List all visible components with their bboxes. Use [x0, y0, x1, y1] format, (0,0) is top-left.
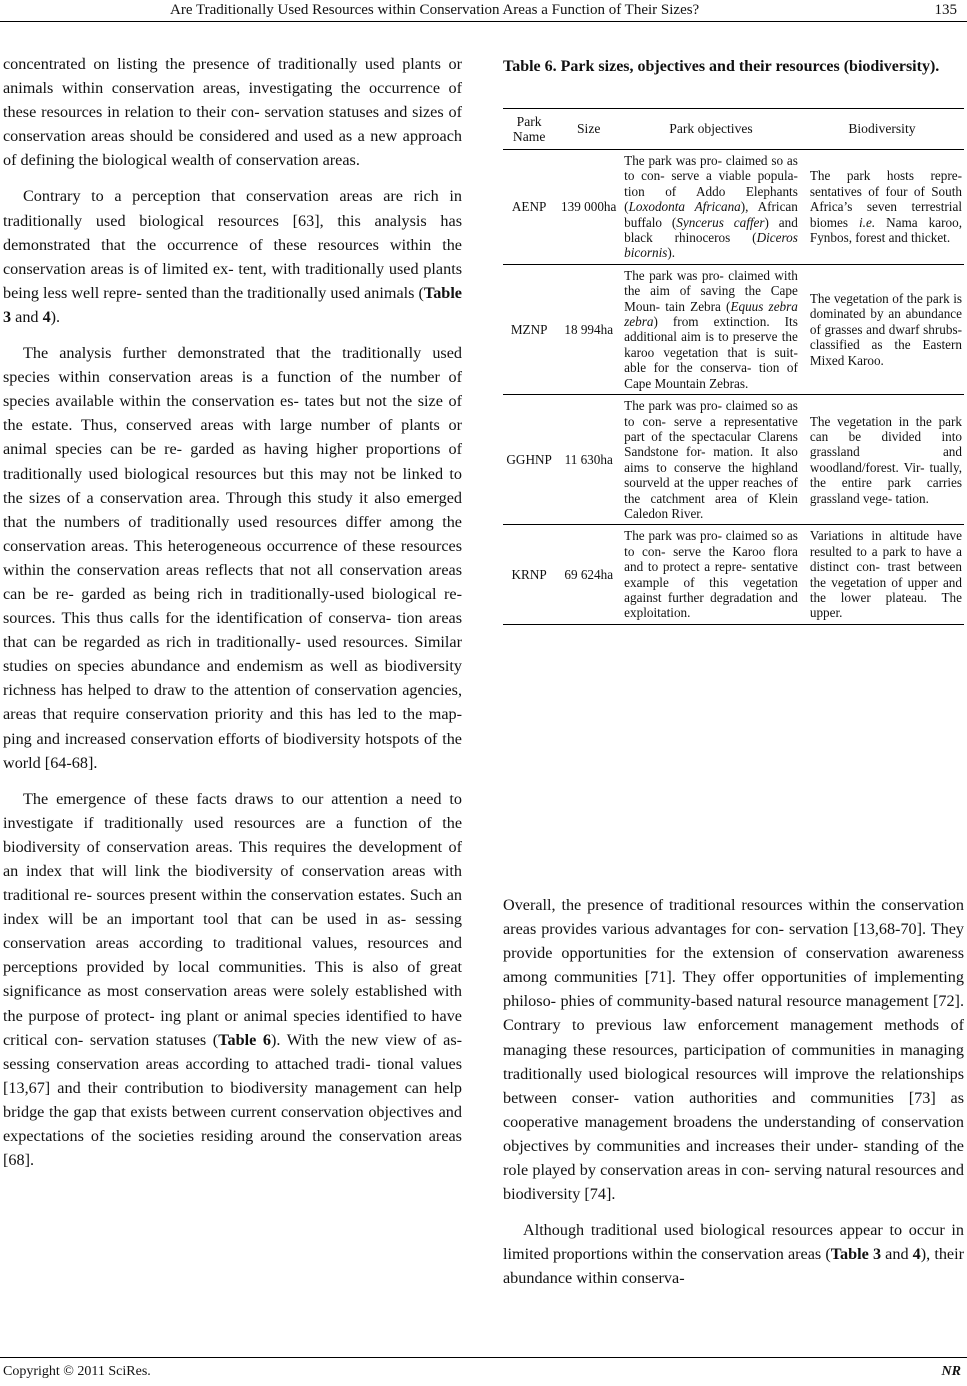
column-header-size: Size — [555, 109, 622, 150]
journal-abbreviation: NR — [941, 1364, 961, 1379]
left-column — [3, 52, 462, 1172]
park-size-cell: 11 630ha — [555, 395, 622, 525]
park-name-cell: MZNP — [503, 264, 555, 394]
table-row — [503, 395, 964, 525]
copyright-notice: Copyright © 2011 SciRes. — [3, 1364, 151, 1379]
table-header-row — [503, 109, 964, 150]
header-rule — [0, 21, 967, 22]
park-biodiversity-cell: Variations in altitude have resulted to a park to have a distinct con- trast between the vegetation of upper and the lower plateau. The upper. — [800, 525, 964, 624]
table-reference: Table 3 — [3, 283, 462, 326]
table-reference: 4 — [912, 1245, 921, 1264]
column-header-objectives: Park objectives — [622, 109, 800, 150]
park-size-cell: 18 994ha — [555, 264, 622, 394]
park-size-cell: 139 000ha — [555, 150, 622, 265]
table-row — [503, 264, 964, 394]
park-name-cell: KRNP — [503, 525, 555, 624]
table-caption: Table 6. Park sizes, objectives and their resources (biodiversity). — [503, 58, 940, 75]
paragraph: Although traditional used biological resources appear to occur in limited proportions within the conservation areas (Table 3 and 4), their abundance within conserva- — [503, 1221, 964, 1288]
park-biodiversity-cell: The park hosts repre- sentatives of four of South Africa’s seven terrestrial biomes i.e. Nama karoo, Fynbos, forest and thicket. — [800, 150, 964, 265]
park-size-cell: 69 624ha — [555, 525, 622, 624]
park-objectives-cell: The park was pro- claimed with the aim of saving the Cape Moun- tain Zebra (Equus zebra zebra) from extinction. Its additional aim is to preserve the karoo vegetation that is suit- able for the conserva- tion of Cape Mountain Zebras. — [622, 264, 800, 394]
table-row — [503, 525, 964, 624]
table-row — [503, 150, 964, 265]
table-reference: Table 6 — [218, 1030, 271, 1049]
park-biodiversity-cell: The vegetation of the park is dominated by an abundance of grasses and dwarf shrubs-classified as the Eastern Mixed Karoo. — [800, 264, 964, 394]
page-header — [0, 0, 967, 22]
column-header-biodiversity: Biodiversity — [800, 109, 964, 150]
park-objectives-cell: The park was pro- claimed so as to con- serve a viable popula- tion of Addo Elephants (Loxodonta Africana), African buffalo (Syncerus caffer) and black rhinoceros (Diceros bicornis). — [622, 150, 800, 265]
table-reference: Table 3 — [830, 1245, 882, 1264]
paragraph: concentrated on listing the presence of traditionally used plants or animals within conservation areas, investigating the occurrence of these resources in relation to their con- servation statuses and sizes of conservation areas should be considered and used as a new approach of defining the biological wealth of conservation areas. — [3, 55, 462, 170]
column-header-name: Park Name — [503, 109, 555, 150]
park-name-cell: GGHNP — [503, 395, 555, 525]
footer-rule — [0, 1357, 967, 1358]
paragraph: Contrary to a perception that conservation areas are rich in traditionally used biological resources [63], this analysis has demonstrated that the occurrence of these resources within the conservation areas is of limited ex- tent, with traditionally used plants being less well repre- sented than the traditionally used animals (Table 3 and 4). — [3, 187, 462, 326]
park-biodiversity-cell: The vegetation in the park can be divided into grassland and woodland/forest. Vir- tually, the entire park carries grassland vege- tation. — [800, 395, 964, 525]
right-column-text — [503, 893, 964, 1291]
page-number: 135 — [934, 2, 957, 18]
park-table — [503, 108, 964, 625]
table-reference: 4 — [42, 307, 51, 326]
paragraph: The emergence of these facts draws to our attention a need to investigate if traditionally used resources are a function of the biodiversity of conservation areas. This requires the development of an index that will link the biodiversity of conservation areas with traditional re- sources present within the conservation estates. Such an index will be an important tool that can be used in as- sessing conservation areas according to traditional values, resources and perceptions provided by local communities. This is also of great significance as most conservation areas were solely established with the purpose of protect- ing plant or animal species identified to have critical con- servation statuses (Table 6). With the new view of as- sessing conservation areas according to attached tradi- tional values [13,67] and their contribution to biodiversity management can help bridge the gap that exists between current conservation objectives and expectations of the societies residing around the conservation areas [68]. — [3, 789, 463, 1170]
park-name-cell: AENP — [503, 150, 555, 265]
paragraph: The analysis further demonstrated that the traditionally used species within conservation areas is a function of the number of species available within the conservation es- tates but not the size of the estate. Thus, conserved areas with large number of plants or animal species can be re- garded as having higher proportions of traditionally used biological resources but this may not be linked to the sizes of a conservation area. Through this study it also emerged that the numbers of traditionally used resources differ among the conservation areas. This heterogeneous occurrence of these resources within the conservation areas reflects that not all conservation areas can be re- garded as being rich in traditionally-used biological re- sources. This thus calls for the identification of conserva- tion areas that can be regarded as rich in traditionally- used resources. Similar studies on species abundance and endemism as well as biodiversity richness has helped to draw to the attention of conservation agencies, areas that require conservation priority and this has led to the map- ping and increased conservation efforts of biodiversity hotspots of the world [64-68]. — [3, 344, 462, 772]
running-title: Are Traditionally Used Resources within Conservation Areas a Function of Their Sizes? — [170, 2, 700, 18]
park-objectives-cell: The park was pro- claimed so as to con- serve the Karoo flora and to protect a repre- sentative example of this vegetation against further degradation and exploitation. — [622, 525, 800, 624]
paragraph: Overall, the presence of traditional resources within the conservation areas provides various advantages for con- servation [13,68-70]. They provide opportunities for the extension of conservation awareness among communities [71]. They offer opportunities of implementing philoso- phies of community-based natural resource management [72]. Contrary to previous law enforcement management methods of managing these resources, participation of communities in managing traditionally used biological resources will improve the relationships between conser- vation authorities and communities [73] as cooperative management broadens the understanding of conservation objectives by communities and increases their under- standing of the role played by conservation areas in con- serving natural resources and biodiversity [74]. — [503, 896, 964, 1204]
park-objectives-cell: The park was pro- claimed so as to con- serve a representative part of the spectacular Clarens Sandstone for- mation. It also aims to conserve the highland sourveld at the upper reaches of the catchment area of Klein Caledon River. — [622, 395, 800, 525]
